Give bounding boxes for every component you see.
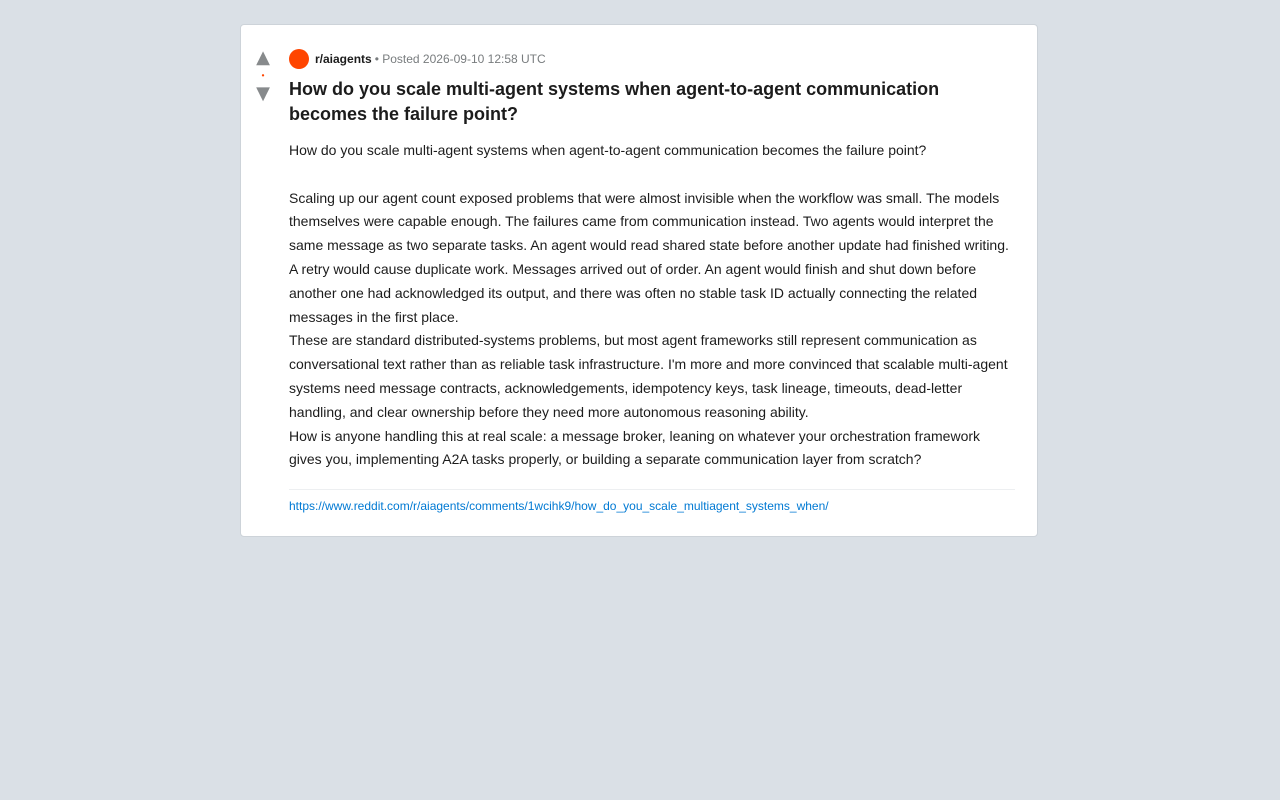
post-body <box>289 139 1015 472</box>
subreddit-name[interactable]: r/aiagents <box>315 52 372 66</box>
divider <box>289 489 1015 490</box>
post-timestamp: • Posted 2026-09-10 12:58 UTC <box>374 52 546 66</box>
post-paragraph: These are standard distributed-systems problems, but most agent frameworks still represent communication as conversational text rather than as reliable task infrastructure. I'm more and more convinced that scalable multi-agent systems need message contracts, acknowledgements, idempotency keys, task lineage, timeouts, dead-letter handling, and clear ownership before they need more autonomous reasoning ability. <box>289 332 1008 420</box>
vote-count: • <box>261 71 265 80</box>
post-link[interactable]: https://www.reddit.com/r/aiagents/comments/1wcihk9/how_do_you_scale_multiagent_systems_when/ <box>289 499 829 514</box>
post-content <box>289 49 1015 513</box>
post-paragraph: Scaling up our agent count exposed problems that were almost invisible when the workflow was small. The models themselves were capable enough. The failures came from communication instead. Two agents would interpret the same message as two separate tasks. An agent would read shared state before another update had finished writing. A retry would cause duplicate work. Messages arrived out of order. An agent would finish and shut down before another one had acknowledged its output, and there was often no stable task ID actually connecting the related messages in the first place. <box>289 189 1009 325</box>
upvote-icon[interactable]: ▲ <box>256 47 270 68</box>
post-paragraph: How do you scale multi-agent systems when agent-to-agent communication becomes the failure point? <box>289 142 927 158</box>
post-meta <box>289 49 1015 69</box>
subreddit-avatar[interactable] <box>289 49 309 69</box>
post-card <box>240 24 1038 537</box>
post-paragraph: How is anyone handling this at real scale: a message broker, leaning on whatever your orchestration framework gives you, implementing A2A tasks properly, or building a separate communication layer from scratch? <box>289 427 981 468</box>
post-title[interactable]: How do you scale multi-agent systems when agent-to-agent communication becomes the failure point? <box>289 79 940 124</box>
downvote-icon[interactable]: ▼ <box>256 83 270 104</box>
vote-column <box>253 49 273 103</box>
